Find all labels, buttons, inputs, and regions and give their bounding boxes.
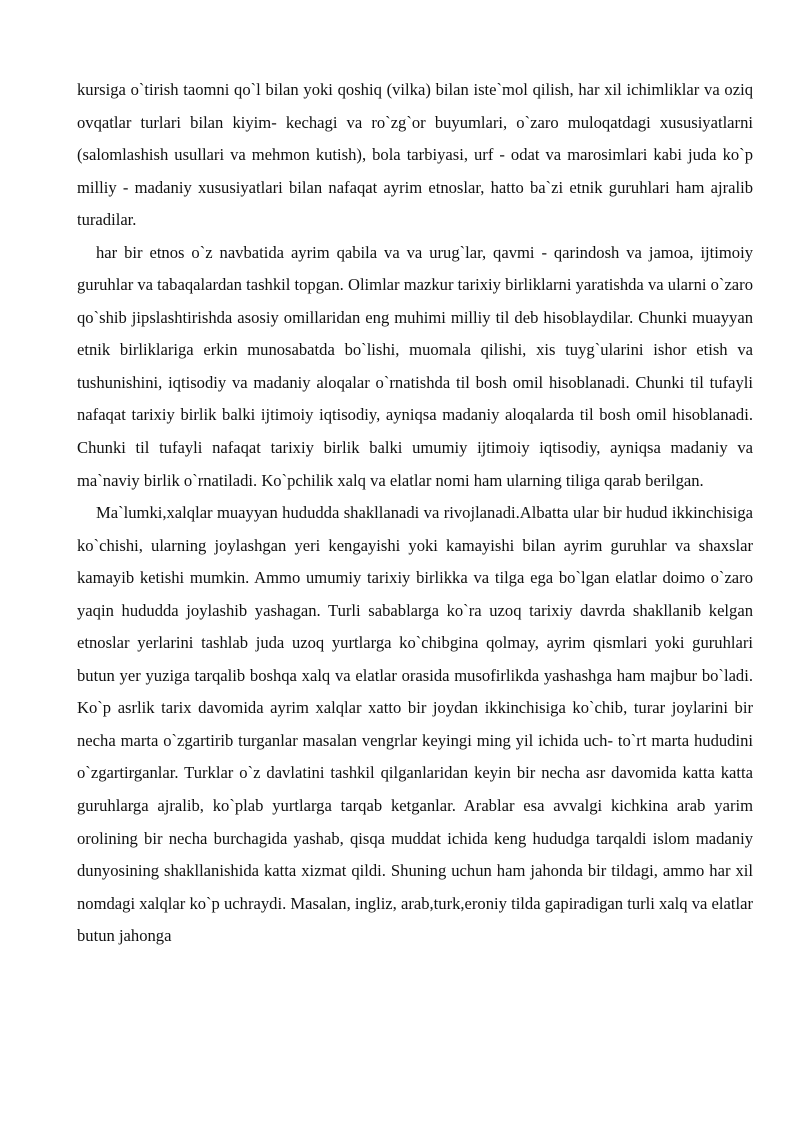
paragraph-continuation: kursiga o`tirish taomni qo`l bilan yoki qoshiq (vilka) bilan iste`mol qilish, har xil ichimliklar va oziq ovqatlar turlari bilan kiyim- kechagi va ro`zg`or buyumlari, o`zaro muloqatdagi xususiyatlarni (salomlashish usullari va mehmon kutish), bola tarbiyasi, urf - odat va marosimlari kabi juda ko`p milliy - madaniy xususiyatlari bilan nafaqat ayrim etnoslar, hatto ba`zi etnik guruhlari ham ajralib turadilar. xyxy=(77,80,753,230)
paragraph-territory: Ma`lumki,xalqlar muayyan hududda shakllanadi va rivojlanadi.Albatta ular bir hudud ikkinchisiga ko`chishi, ularning joylashgan yeri kengayishi yoki kamayishi bilan ayrim guruhlar va shaxslar kamayib ketishi mumkin. Ammo umumiy tarixiy birlikka va tilga ega bo`lgan elatlar doimo o`zaro yaqin hududda joylashib yashagan. Turli sabablarga ko`ra uzoq tarixiy davrda shakllanib kelgan etnoslar yerlarini tashlab juda uzoq yurtlarga ko`chibgina qolmay, ayrim qismlari yoki guruhlari butun yer yuziga tarqalib boshqa xalq va elatlar orasida musofirlikda yashashga ham majbur bo`ladi. Ko`p asrlik tarix davomida ayrim xalqlar xatto bir joydan ikkinchisiga ko`chib, turar joylarini bir necha marta o`zgartirib turganlar masalan vengrlar keyingi ming yil ichida uch- to`rt marta hududini o`zgartirganlar. Turklar o`z davlatini tashkil qilganlaridan keyin bir necha asr davomida katta katta guruhlarga ajralib, ko`plab yurtlarga tarqab ketganlar. Arablar esa avvalgi kichkina arab yarim orolining bir necha burchagida yashab, qisqa muddat ichida keng hududga tarqaldi islom madaniy dunyosining shakllanishida katta xizmat qildi. Shuning uchun ham jahonda bir tildagi, ammo har xil nomdagi xalqlar ko`p uchraydi. Masalan, ingliz, arab,turk,eroniy tilda gapiradigan turli xalq va elatlar butun jahonga xyxy=(77,503,753,946)
paragraph-ethnos-structure: har bir etnos o`z navbatida ayrim qabila va va urug`lar, qavmi - qarindosh va jamoa, ijtimoiy guruhlar va tabaqalardan tashkil topgan. Olimlar mazkur tarixiy birliklarni yaratishda va ularni o`zaro qo`shib jipslashtirishda asosiy omillaridan eng muhimi milliy til deb hisoblaydilar. Chunki muayyan etnik birliklariga erkin munosabatda bo`lishi, muomala qilishi, xis tuyg`ularini ishor etish va tushunishini, iqtisodiy va madaniy aloqalar o`rnatishda til bosh omil hisoblanadi. Chunki til tufayli nafaqat tarixiy birlik balki ijtimoiy iqtisodiy, ayniqsa madaniy aloqalarda til bosh omil hisoblanadi. Chunki til tufayli nafaqat tarixiy birlik balki umumiy ijtimoiy iqtisodiy, ayniqsa madaniy va ma`naviy birlik o`rnatiladi. Ko`pchilik xalq va elatlar nomi ham ularning tiliga qarab berilgan. xyxy=(77,242,753,490)
document-page xyxy=(77,74,753,953)
